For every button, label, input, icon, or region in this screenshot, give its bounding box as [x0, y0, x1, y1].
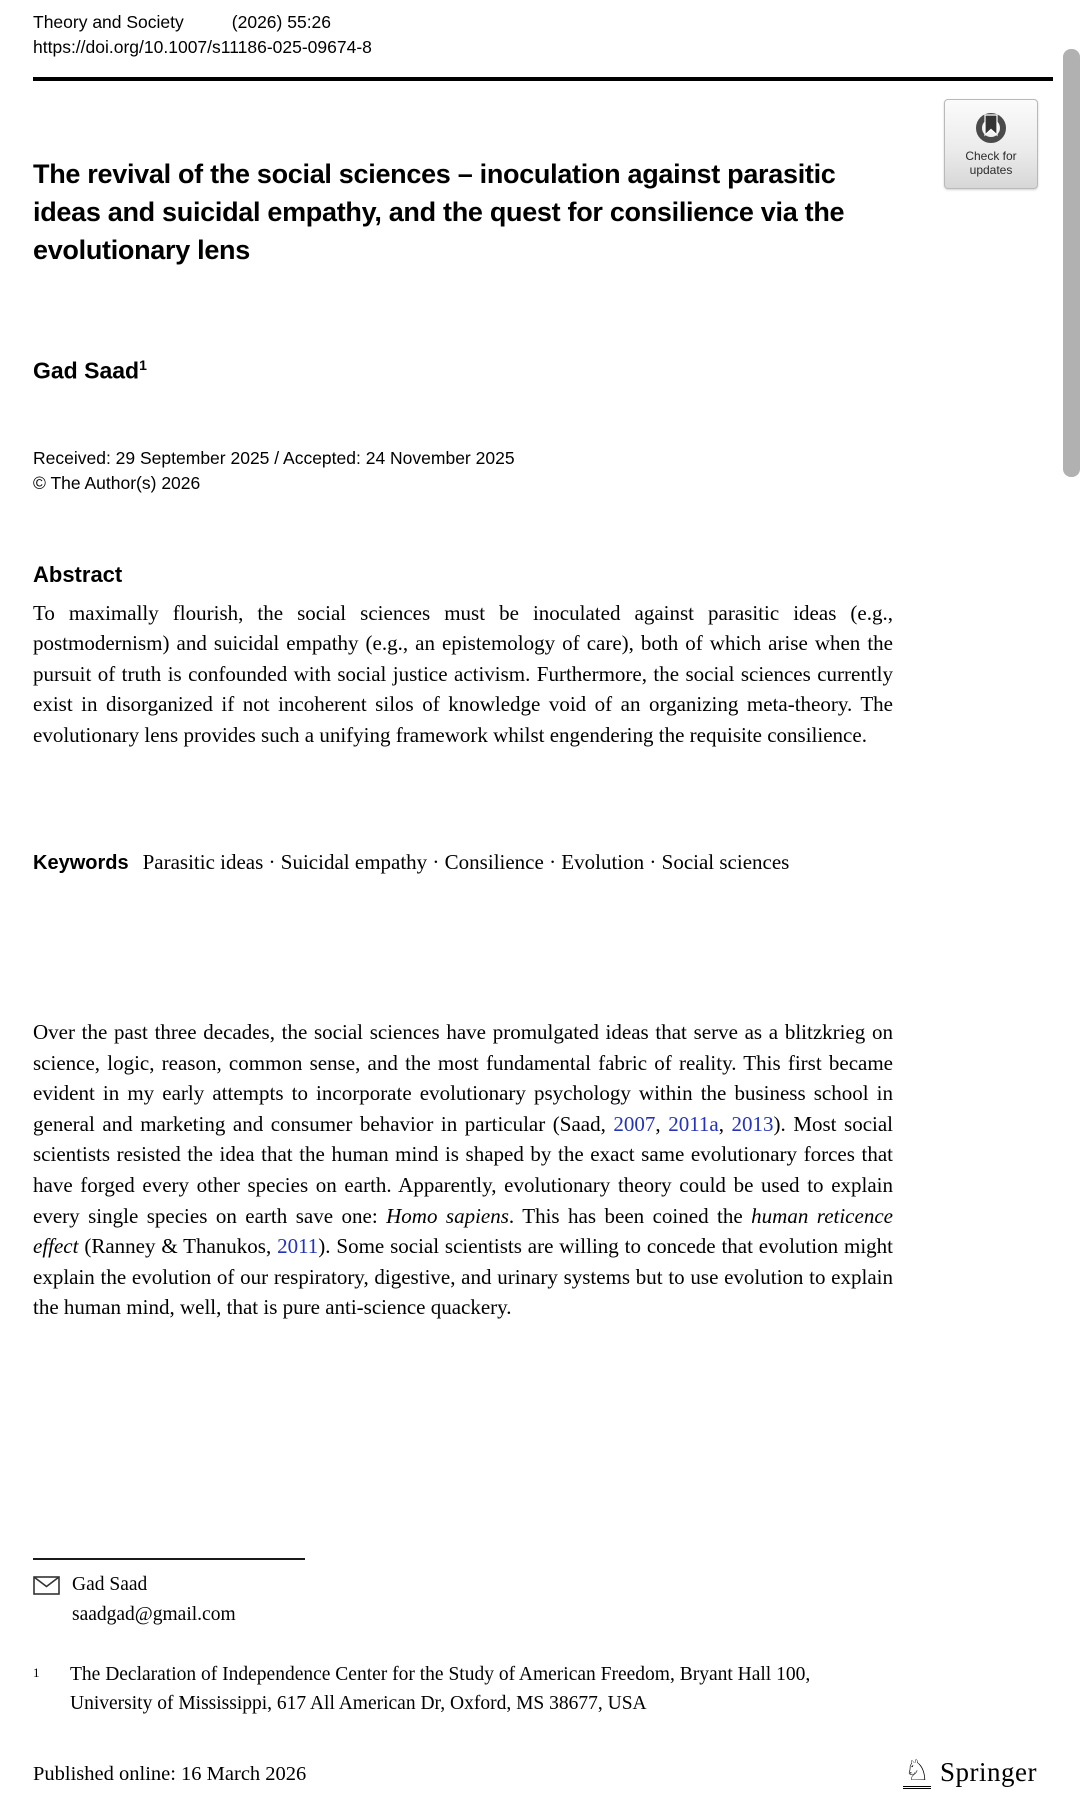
body-text: Over the past three decades, the social sciences have promulgated ideas that serve as a blitzkrieg on science, logic, reason, common sense, and the most fundamental fabric of reality. This first became evident in my early attempts to incorporate evolutionary psychology within the business school in general and marketing and consumer behavior in particular (Saad,	[33, 1020, 893, 1136]
article-title: The revival of the social sciences – inoculation against parasitic ideas and suicidal empathy, and the quest for consilience via the evolutionary lens	[33, 159, 845, 265]
badge-label-line2: updates	[969, 162, 1013, 177]
italic-text: human reticence effect	[33, 1203, 893, 1259]
badge-label-line1: Check for	[965, 148, 1017, 163]
copyright-line: © The Author(s) 2026	[33, 473, 201, 493]
citation-link[interactable]: 2013	[731, 1111, 774, 1136]
email-icon	[33, 1576, 60, 1595]
body-text: (Ranney & Thanukos,	[78, 1234, 278, 1259]
journal-line	[33, 10, 1033, 35]
italic-text: Homo sapiens	[386, 1203, 509, 1228]
correspondence-email-link[interactable]: saadgad@gmail.com	[72, 1604, 236, 1625]
body-text: ,	[655, 1111, 669, 1136]
body-text: . This has been coined the	[508, 1203, 752, 1228]
received-accepted-line: Received: 29 September 2025 / Accepted: 24 November 2025	[33, 448, 515, 468]
correspondence-name: Gad Saad	[72, 1574, 148, 1595]
author-name-text: Gad Saad	[33, 357, 140, 384]
abstract-text: To maximally flourish, the social sciences must be inoculated against parasitic ideas (e.g., postmodernism) and suicidal empathy (e.g., an epistemology of care), both of which arise when the pursuit of truth is confounded with social justice activism. Furthermore, the social sciences currently exist in disorganized if not incoherent silos of knowledge void of an organizing meta-theory. The evolutionary lens provides such a unifying framework whilst engendering the requisite consilience.	[33, 601, 893, 747]
page-header	[33, 10, 1033, 60]
author-affiliation-superscript: 1	[139, 357, 147, 373]
check-for-updates-label	[965, 149, 1016, 177]
citation-link[interactable]: 2011	[277, 1234, 319, 1259]
springer-knight-icon: ♘	[904, 1755, 930, 1787]
body-paragraph	[33, 1017, 893, 1323]
footnote-divider	[33, 1558, 305, 1560]
keywords-block	[33, 847, 893, 878]
author-name	[33, 357, 147, 385]
keywords-list: Parasitic ideas · Suicidal empathy · Consilience · Evolution · Social sciences	[142, 850, 790, 874]
journal-name: Theory and Society	[33, 12, 184, 32]
correspondence-block	[33, 1572, 733, 1628]
springer-logo	[903, 1756, 1037, 1789]
article-dates	[33, 446, 893, 496]
published-online-line: Published online: 16 March 2026	[33, 1763, 307, 1785]
doi-link[interactable]: https://doi.org/10.1007/s11186-025-09674-8	[33, 37, 372, 57]
citation-link[interactable]: 2007	[613, 1111, 656, 1136]
check-for-updates-icon	[972, 112, 1010, 146]
body-text: ). Some social scientists are willing to concede that evolution might explain the evolution of our respiratory, digestive, and urinary systems but to use evolution to explain the human mind, well, that is pure anti-science quackery.	[33, 1234, 893, 1320]
springer-wordmark: Springer	[940, 1757, 1037, 1787]
header-divider	[33, 77, 1053, 81]
body-text: ). Most social scientists resisted the idea that the human mind is shaped by the exact same evolutionary forces that have forged every other species on earth. Apparently, evolutionary theory could be used to explain every single species on earth save one:	[33, 1111, 894, 1228]
abstract-heading: Abstract	[33, 562, 123, 587]
citation-link[interactable]: 2011a	[668, 1111, 719, 1136]
journal-citation: (2026) 55:26	[231, 12, 332, 32]
affiliation-footnote	[33, 1660, 843, 1718]
keywords-label: Keywords	[33, 852, 129, 874]
check-for-updates-button[interactable]	[944, 99, 1038, 189]
affiliation-marker: 1	[33, 1665, 40, 1680]
affiliation-text: The Declaration of Independence Center for the Study of American Freedom, Bryant Hall 100, University of Mississippi, 617 All American Dr, Oxford, MS 38677, USA	[70, 1664, 811, 1714]
scrollbar-thumb[interactable]	[1063, 49, 1080, 477]
body-text: ,	[718, 1111, 732, 1136]
